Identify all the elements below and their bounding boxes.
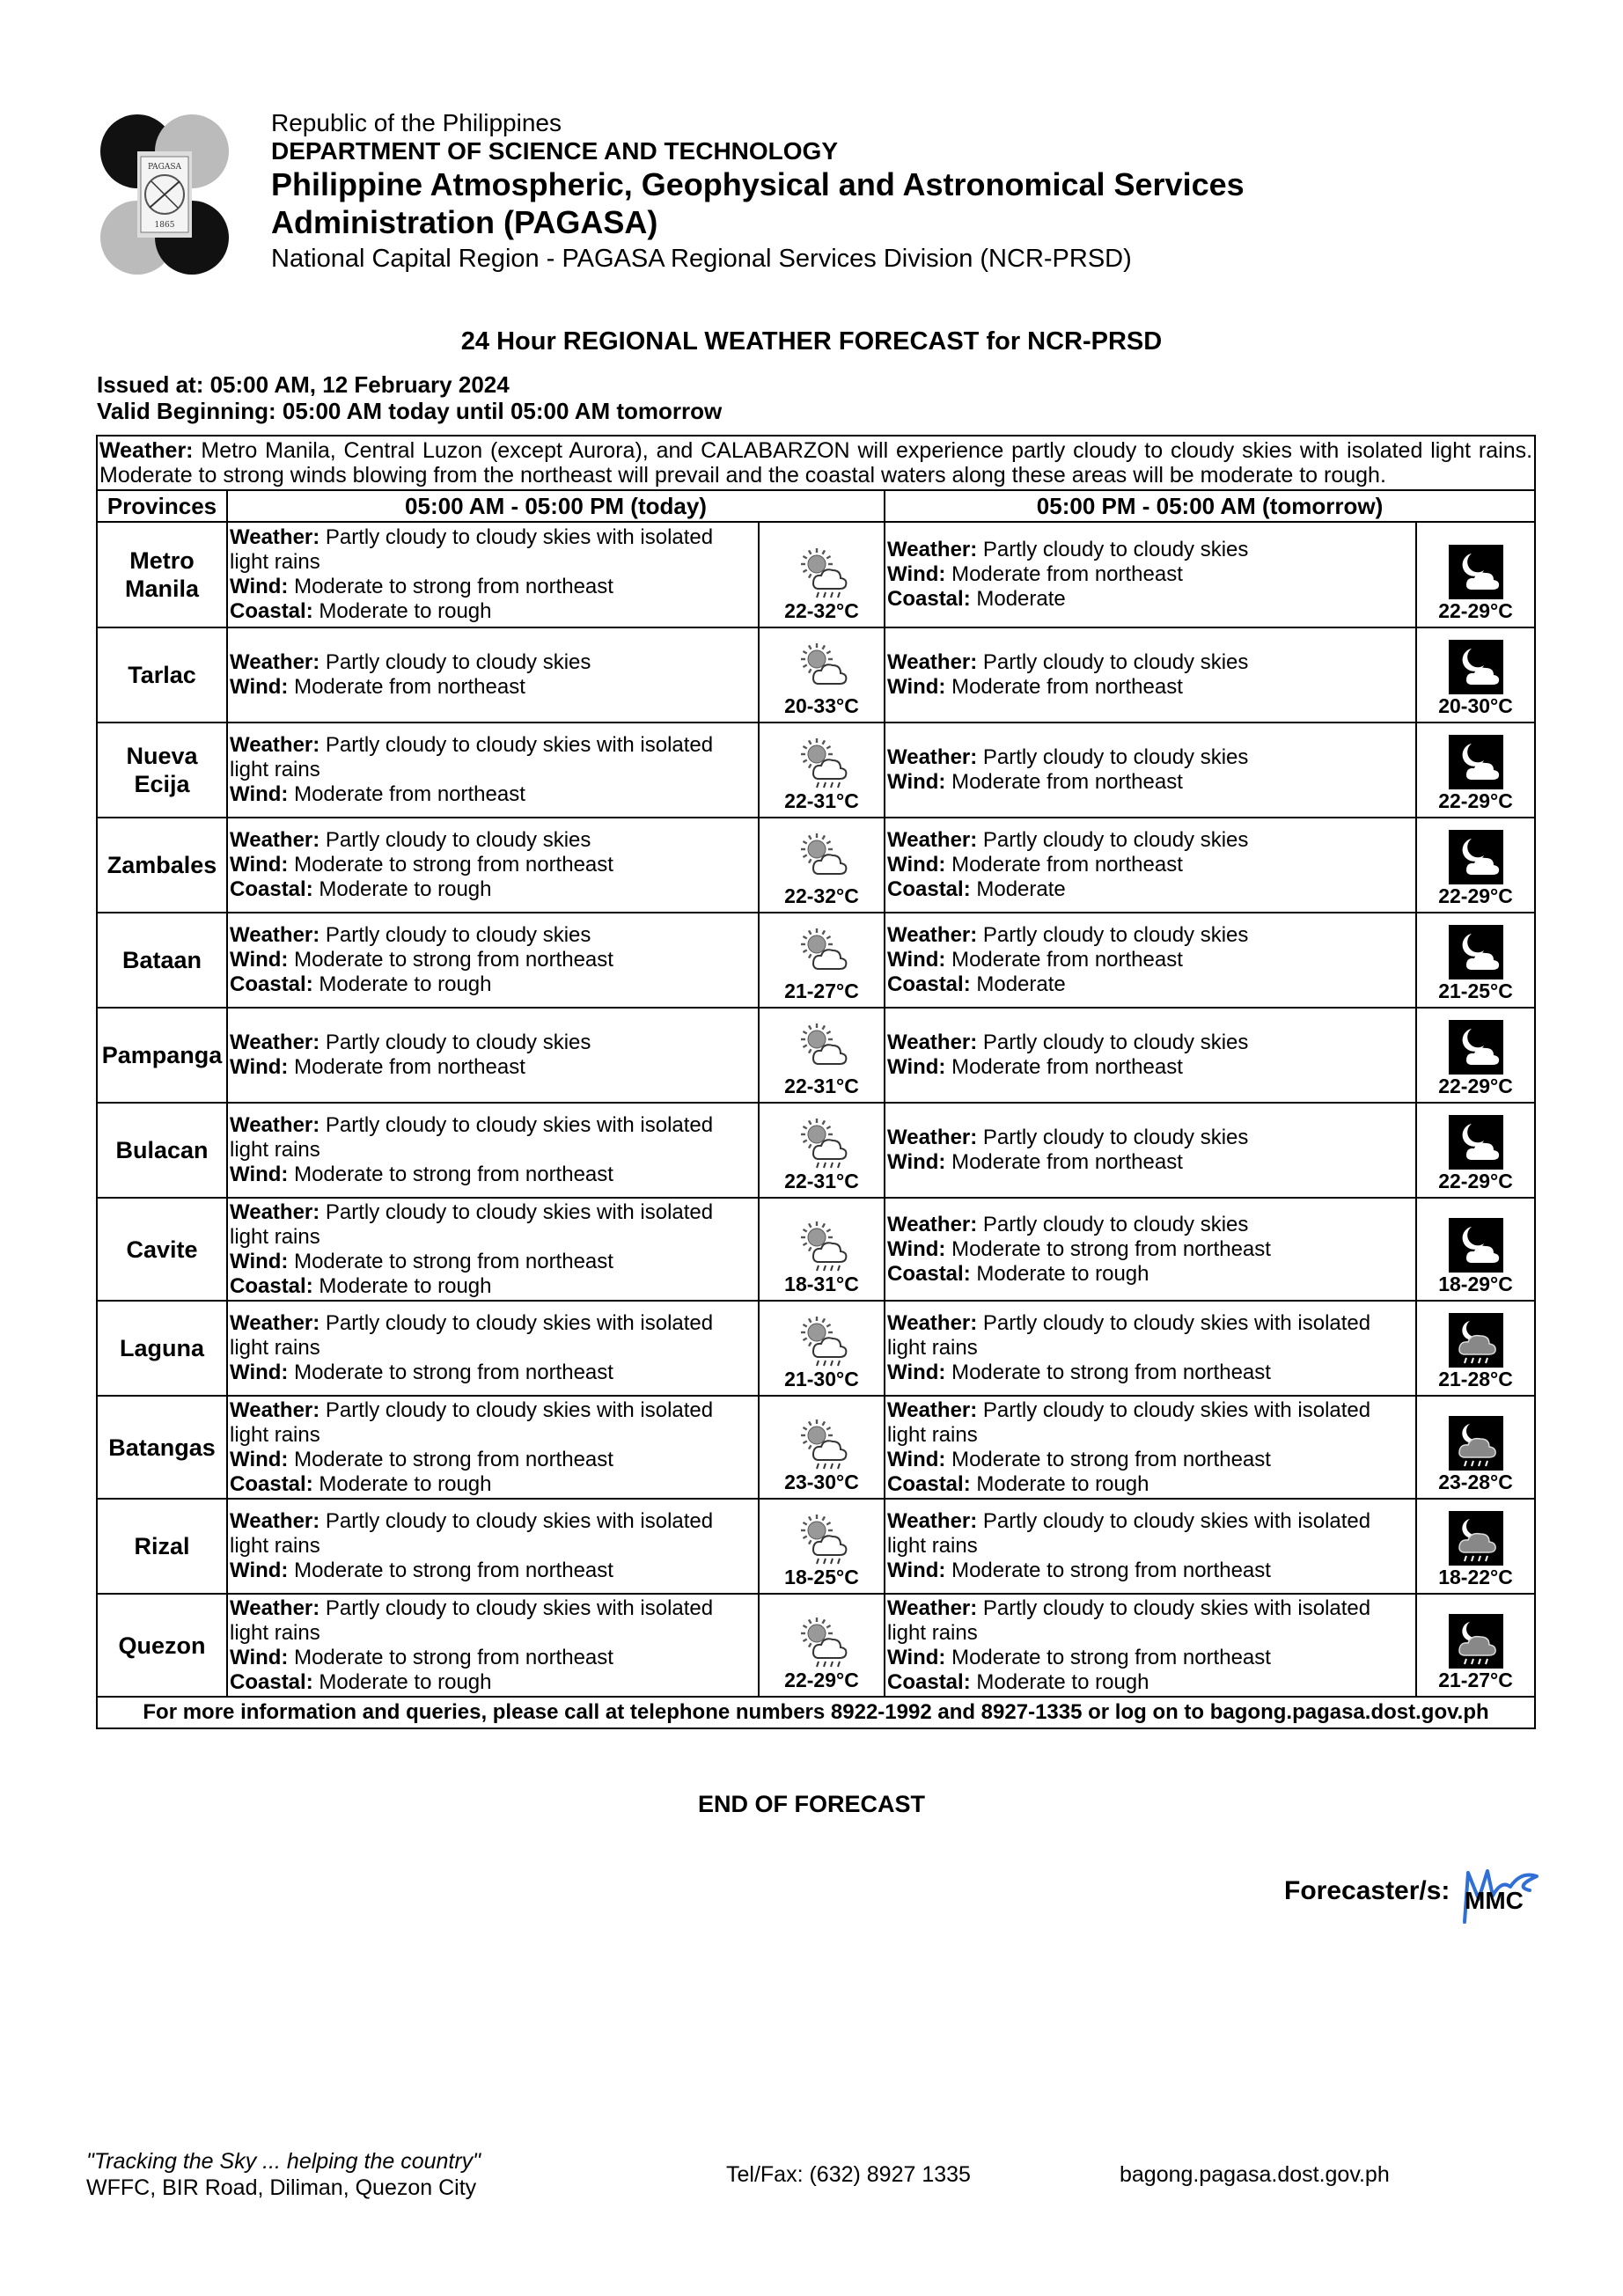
day-coastal-text: Moderate to rough	[312, 1471, 492, 1496]
forecast-title: 24 Hour REGIONAL WEATHER FORECAST for NCR-PRSD	[460, 327, 1163, 356]
day-forecast	[227, 1103, 759, 1198]
footer-address: WFFC, BIR Road, Diliman, Quezon City	[86, 2175, 477, 2200]
night-wind-text: Moderate from northeast	[945, 1150, 1183, 1174]
header-provinces: Provinces	[97, 490, 227, 522]
day-coastal-text: Moderate to rough	[312, 1669, 492, 1694]
night-weather-text: Partly cloudy to cloudy skies	[977, 745, 1249, 769]
partly-cloudy-night-icon	[1417, 830, 1534, 884]
night-weather-text: Partly cloudy to cloudy skies	[977, 828, 1249, 852]
day-weather-text: light rains	[230, 1224, 320, 1249]
partly-cloudy-rain-day-icon	[760, 1616, 884, 1669]
partly-cloudy-rain-night-icon	[1417, 1511, 1534, 1566]
day-coastal-text: Moderate to rough	[312, 1273, 492, 1298]
day-temperature: 22-32°C	[784, 599, 859, 622]
coastal-label: Coastal:	[887, 972, 971, 996]
partly-cloudy-rain-day-icon	[760, 546, 884, 599]
header-republic: Republic of the Philippines	[271, 109, 562, 136]
day-temperature: 22-29°C	[784, 1669, 859, 1691]
day-icon-cell	[759, 522, 885, 627]
day-wind-text: Moderate from northeast	[288, 1055, 525, 1079]
weather-label: Weather:	[887, 1126, 978, 1149]
day-forecast	[227, 627, 759, 723]
day-forecast	[227, 522, 759, 627]
table-row	[97, 1008, 1535, 1103]
day-weather-text: light rains	[230, 1422, 320, 1447]
night-wind-text: Moderate to strong from northeast	[945, 1645, 1271, 1669]
day-weather-text: Partly cloudy to cloudy skies with isolated	[319, 733, 714, 757]
night-forecast	[885, 1499, 1416, 1594]
night-temperature: 21-28°C	[1438, 1368, 1513, 1390]
table-row	[97, 818, 1535, 913]
night-temperature: 21-25°C	[1438, 979, 1513, 1002]
province-name-line: Laguna	[119, 1335, 204, 1361]
night-icon-cell	[1416, 1396, 1535, 1499]
day-temperature: 18-25°C	[784, 1566, 859, 1588]
day-weather-text: Partly cloudy to cloudy skies with isolated	[319, 1199, 714, 1224]
header-agency-line2: Administration (PAGASA)	[271, 204, 658, 240]
night-wind-text: Moderate from northeast	[945, 770, 1183, 794]
night-wind-text: Moderate from northeast	[945, 1055, 1183, 1079]
night-temperature: 22-29°C	[1438, 1170, 1513, 1192]
night-weather-text: Partly cloudy to cloudy skies with isolated	[977, 1595, 1371, 1620]
partly-cloudy-rain-day-icon	[760, 1513, 884, 1566]
wind-label: Wind:	[230, 1055, 289, 1079]
province-name-line: Ecija	[134, 771, 190, 797]
footer-motto: "Tracking the Sky ... helping the country"	[86, 2149, 481, 2174]
day-icon-cell	[759, 1594, 885, 1697]
table-row	[97, 913, 1535, 1008]
partly-cloudy-rain-night-icon	[1417, 1313, 1534, 1368]
night-forecast	[885, 723, 1416, 818]
province-name	[97, 723, 227, 818]
wind-label: Wind:	[887, 675, 946, 699]
province-name-line: Nueva	[126, 743, 198, 769]
coastal-label: Coastal:	[887, 1261, 971, 1286]
weather-label: Weather:	[230, 1397, 320, 1422]
province-name-line: Batangas	[108, 1434, 216, 1461]
day-forecast	[227, 1301, 759, 1396]
province-name-line: Tarlac	[128, 662, 196, 688]
night-weather-text: light rains	[887, 1534, 978, 1558]
night-forecast	[885, 1396, 1416, 1499]
day-wind-text: Moderate to strong from northeast	[288, 1645, 613, 1669]
day-weather-text: Partly cloudy to cloudy skies	[319, 650, 591, 674]
night-icon-cell	[1416, 1008, 1535, 1103]
night-weather-text: Partly cloudy to cloudy skies with isolated	[977, 1311, 1371, 1335]
day-icon-cell	[759, 1301, 885, 1396]
weather-label: Weather:	[887, 1031, 978, 1054]
night-icon-cell	[1416, 1198, 1535, 1301]
coastal-label: Coastal:	[887, 1471, 971, 1496]
day-weather-text: Partly cloudy to cloudy skies	[319, 923, 591, 947]
night-wind-text: Moderate from northeast	[945, 948, 1183, 972]
table-header-row	[97, 490, 1535, 522]
day-wind-text: Moderate to strong from northeast	[288, 1447, 613, 1471]
province-name	[97, 1301, 227, 1396]
day-icon-cell	[759, 818, 885, 913]
wind-label: Wind:	[230, 675, 289, 699]
night-weather-text: Partly cloudy to cloudy skies	[977, 1126, 1249, 1149]
wind-label: Wind:	[230, 1361, 289, 1384]
coastal-label: Coastal:	[230, 1471, 313, 1496]
province-name	[97, 913, 227, 1008]
day-temperature: 22-31°C	[784, 789, 859, 812]
night-weather-text: Partly cloudy to cloudy skies	[977, 1212, 1249, 1236]
province-name-line: Bataan	[121, 947, 202, 973]
day-forecast	[227, 818, 759, 913]
coastal-label: Coastal:	[230, 972, 313, 996]
day-forecast	[227, 913, 759, 1008]
province-name-line: Manila	[124, 576, 200, 602]
weather-label: Weather:	[887, 1212, 978, 1236]
night-icon-cell	[1416, 627, 1535, 723]
night-forecast	[885, 627, 1416, 723]
weather-label: Weather:	[887, 1509, 978, 1533]
weather-label: Weather:	[887, 1397, 978, 1422]
weather-label: Weather:	[230, 1031, 320, 1054]
weather-summary-label: Weather:	[99, 438, 194, 463]
day-wind-text: Moderate to strong from northeast	[288, 1361, 613, 1384]
night-temperature: 21-27°C	[1438, 1669, 1513, 1691]
logo-text: PAGASA	[147, 163, 182, 172]
night-coastal-text: Moderate	[970, 587, 1066, 611]
day-weather-text: light rains	[230, 550, 320, 574]
coastal-label: Coastal:	[230, 877, 313, 901]
wind-label: Wind:	[887, 1236, 946, 1261]
night-forecast	[885, 1594, 1416, 1697]
coastal-label: Coastal:	[230, 599, 313, 623]
day-wind-text: Moderate to strong from northeast	[288, 575, 613, 598]
day-wind-text: Moderate to strong from northeast	[288, 948, 613, 972]
partly-cloudy-night-icon	[1417, 545, 1534, 599]
weather-summary-row	[97, 436, 1535, 490]
partly-cloudy-rain-day-icon	[760, 1220, 884, 1273]
weather-label: Weather:	[887, 1595, 978, 1620]
weather-label: Weather:	[887, 923, 978, 947]
header-department: DEPARTMENT OF SCIENCE AND TECHNOLOGY	[271, 137, 839, 165]
weather-summary-text: Metro Manila, Central Luzon (except Aurora), and CALABARZON will experience partly cloudy to cloudy skies with isolated light rains. Moderate to strong winds blowing from the northeast will prevail and the coastal waters along these areas will be moderate to rough.	[99, 438, 1533, 488]
logo-year: 1865	[154, 221, 175, 230]
wind-label: Wind:	[230, 1559, 289, 1582]
day-weather-text: light rains	[230, 758, 320, 781]
partly-cloudy-day-icon	[760, 832, 884, 884]
footer-website: bagong.pagasa.dost.gov.ph	[1120, 2162, 1390, 2187]
wind-label: Wind:	[230, 575, 289, 598]
day-weather-text: Partly cloudy to cloudy skies with isolated	[319, 1595, 714, 1620]
forecaster-initials: MMC	[1465, 1887, 1524, 1914]
weather-label: Weather:	[230, 1311, 320, 1335]
day-temperature: 21-27°C	[784, 979, 859, 1002]
province-name	[97, 1198, 227, 1301]
day-weather-text: light rains	[230, 1138, 320, 1162]
night-weather-text: light rains	[887, 1336, 978, 1360]
table-row	[97, 1103, 1535, 1198]
weather-label: Weather:	[887, 650, 978, 674]
table-row	[97, 1396, 1535, 1499]
day-icon-cell	[759, 1008, 885, 1103]
night-temperature: 18-29°C	[1438, 1273, 1513, 1295]
night-weather-text: Partly cloudy to cloudy skies	[977, 1031, 1249, 1054]
province-name-line: Rizal	[134, 1533, 190, 1559]
weather-label: Weather:	[230, 1199, 320, 1224]
weather-summary	[97, 436, 1535, 490]
wind-label: Wind:	[230, 948, 289, 972]
day-wind-text: Moderate from northeast	[288, 782, 525, 806]
province-name-line: Metro	[129, 547, 195, 574]
coastal-label: Coastal:	[887, 877, 971, 901]
footer-telfax: Tel/Fax: (632) 8927 1335	[726, 2162, 971, 2187]
night-weather-text: light rains	[887, 1422, 978, 1447]
wind-label: Wind:	[887, 1361, 946, 1384]
header-agency-line1: Philippine Atmospheric, Geophysical and Astronomical Services	[271, 166, 1245, 202]
wind-label: Wind:	[887, 1645, 946, 1669]
day-wind-text: Moderate to strong from northeast	[288, 1163, 613, 1186]
day-temperature: 23-30°C	[784, 1471, 859, 1493]
day-wind-text: Moderate to strong from northeast	[288, 1559, 613, 1582]
table-row	[97, 1301, 1535, 1396]
night-coastal-text: Moderate to rough	[970, 1669, 1149, 1694]
day-forecast	[227, 1594, 759, 1697]
partly-cloudy-night-icon	[1417, 1218, 1534, 1273]
weather-label: Weather:	[887, 538, 978, 561]
weather-label: Weather:	[887, 1311, 978, 1335]
forecast-table	[96, 435, 1536, 1729]
partly-cloudy-night-icon	[1417, 1115, 1534, 1170]
pagasa-logo	[99, 111, 231, 278]
night-temperature: 23-28°C	[1438, 1471, 1513, 1493]
partly-cloudy-rain-day-icon	[760, 1418, 884, 1471]
night-forecast	[885, 1198, 1416, 1301]
day-forecast	[227, 1499, 759, 1594]
weather-label: Weather:	[230, 828, 320, 852]
night-icon-cell	[1416, 522, 1535, 627]
day-weather-text: Partly cloudy to cloudy skies with isolated	[319, 525, 714, 549]
valid-beginning: Valid Beginning: 05:00 AM today until 05:00 AM tomorrow	[97, 398, 723, 424]
header-division: National Capital Region - PAGASA Regional Services Division (NCR-PRSD)	[271, 245, 1132, 273]
day-temperature: 22-32°C	[784, 884, 859, 907]
day-weather-text: light rains	[230, 1534, 320, 1558]
table-row	[97, 522, 1535, 627]
weather-label: Weather:	[887, 745, 978, 769]
day-weather-text: light rains	[230, 1620, 320, 1645]
day-temperature: 18-31°C	[784, 1273, 859, 1295]
wind-label: Wind:	[887, 1447, 946, 1471]
day-temperature: 22-31°C	[784, 1170, 859, 1192]
table-row	[97, 1198, 1535, 1301]
night-forecast	[885, 1008, 1416, 1103]
wind-label: Wind:	[887, 1559, 946, 1582]
table-footer: For more information and queries, please call at telephone numbers 8922-1992 and 8927-1335 or log on to bagong.pagasa.dost.gov.ph	[97, 1697, 1535, 1728]
table-footer-row	[97, 1697, 1535, 1728]
night-icon-cell	[1416, 1499, 1535, 1594]
coastal-label: Coastal:	[230, 1273, 313, 1298]
day-forecast	[227, 723, 759, 818]
table-row	[97, 627, 1535, 723]
wind-label: Wind:	[230, 782, 289, 806]
night-wind-text: Moderate to strong from northeast	[945, 1447, 1271, 1471]
partly-cloudy-night-icon	[1417, 640, 1534, 694]
day-weather-text: Partly cloudy to cloudy skies with isolated	[319, 1113, 714, 1137]
night-weather-text: light rains	[887, 1620, 978, 1645]
night-weather-text: Partly cloudy to cloudy skies	[977, 538, 1249, 561]
night-forecast	[885, 818, 1416, 913]
day-coastal-text: Moderate to rough	[312, 972, 492, 996]
day-forecast	[227, 1396, 759, 1499]
partly-cloudy-rain-night-icon	[1417, 1416, 1534, 1471]
province-name	[97, 1103, 227, 1198]
day-coastal-text: Moderate to rough	[312, 877, 492, 901]
night-icon-cell	[1416, 1301, 1535, 1396]
day-wind-text: Moderate to strong from northeast	[288, 1249, 613, 1273]
coastal-label: Coastal:	[887, 1669, 971, 1694]
wind-label: Wind:	[230, 1645, 289, 1669]
night-wind-text: Moderate from northeast	[945, 675, 1183, 699]
day-icon-cell	[759, 627, 885, 723]
night-wind-text: Moderate from northeast	[945, 562, 1183, 586]
day-temperature: 20-33°C	[784, 694, 859, 717]
end-of-forecast: END OF FORECAST	[697, 1791, 925, 1817]
wind-label: Wind:	[230, 853, 289, 877]
night-wind-text: Moderate from northeast	[945, 853, 1183, 877]
province-name	[97, 627, 227, 723]
province-name	[97, 522, 227, 627]
night-coastal-text: Moderate	[970, 877, 1066, 901]
night-temperature: 22-29°C	[1438, 789, 1513, 812]
day-icon-cell	[759, 1103, 885, 1198]
night-icon-cell	[1416, 913, 1535, 1008]
day-wind-text: Moderate to strong from northeast	[288, 853, 613, 877]
day-icon-cell	[759, 913, 885, 1008]
partly-cloudy-rain-day-icon	[760, 1315, 884, 1368]
night-icon-cell	[1416, 818, 1535, 913]
weather-label: Weather:	[887, 828, 978, 852]
wind-label: Wind:	[887, 853, 946, 877]
partly-cloudy-rain-night-icon	[1417, 1614, 1534, 1669]
day-weather-text: Partly cloudy to cloudy skies	[319, 828, 591, 852]
province-name-line: Pampanga	[101, 1042, 223, 1068]
day-icon-cell	[759, 1499, 885, 1594]
table-row	[97, 723, 1535, 818]
province-name-line: Bulacan	[115, 1137, 209, 1163]
night-temperature: 22-29°C	[1438, 1075, 1513, 1097]
partly-cloudy-night-icon	[1417, 1020, 1534, 1075]
day-weather-text: Partly cloudy to cloudy skies with isolated	[319, 1397, 714, 1422]
night-weather-text: Partly cloudy to cloudy skies	[977, 923, 1249, 947]
day-temperature: 22-31°C	[784, 1075, 859, 1097]
day-weather-text: Partly cloudy to cloudy skies with isolated	[319, 1509, 714, 1533]
coastal-label: Coastal:	[230, 1669, 313, 1694]
day-forecast	[227, 1008, 759, 1103]
night-icon-cell	[1416, 723, 1535, 818]
night-coastal-text: Moderate to rough	[970, 1471, 1149, 1496]
night-wind-text: Moderate to strong from northeast	[945, 1361, 1271, 1384]
night-forecast	[885, 1103, 1416, 1198]
wind-label: Wind:	[230, 1163, 289, 1186]
night-weather-text: Partly cloudy to cloudy skies with isolated	[977, 1509, 1371, 1533]
night-temperature: 22-29°C	[1438, 599, 1513, 622]
night-weather-text: Partly cloudy to cloudy skies with isolated	[977, 1397, 1371, 1422]
header-period-today: 05:00 AM - 05:00 PM (today)	[227, 490, 885, 522]
night-forecast	[885, 913, 1416, 1008]
province-name-line: Cavite	[126, 1236, 198, 1263]
night-wind-text: Moderate to strong from northeast	[945, 1236, 1271, 1261]
day-icon-cell	[759, 1198, 885, 1301]
partly-cloudy-rain-day-icon	[760, 1117, 884, 1170]
province-name	[97, 1499, 227, 1594]
issued-at: Issued at: 05:00 AM, 12 February 2024	[97, 371, 510, 398]
day-weather-text: Partly cloudy to cloudy skies with isolated	[319, 1311, 714, 1335]
day-temperature: 21-30°C	[784, 1368, 859, 1390]
night-coastal-text: Moderate	[970, 972, 1066, 996]
province-name	[97, 1396, 227, 1499]
province-name	[97, 1008, 227, 1103]
table-row	[97, 1594, 1535, 1697]
header-period-tomorrow: 05:00 PM - 05:00 AM (tomorrow)	[885, 490, 1535, 522]
night-wind-text: Moderate to strong from northeast	[945, 1559, 1271, 1582]
header	[271, 109, 1245, 276]
wind-label: Wind:	[887, 1150, 946, 1174]
night-icon-cell	[1416, 1594, 1535, 1697]
province-name	[97, 1594, 227, 1697]
night-temperature: 18-22°C	[1438, 1566, 1513, 1588]
weather-label: Weather:	[230, 923, 320, 947]
partly-cloudy-night-icon	[1417, 925, 1534, 979]
day-icon-cell	[759, 1396, 885, 1499]
wind-label: Wind:	[887, 1055, 946, 1079]
partly-cloudy-night-icon	[1417, 735, 1534, 789]
night-temperature: 20-30°C	[1438, 694, 1513, 717]
weather-label: Weather:	[230, 650, 320, 674]
wind-label: Wind:	[230, 1249, 289, 1273]
day-weather-text: light rains	[230, 1336, 320, 1360]
partly-cloudy-day-icon	[760, 1022, 884, 1075]
partly-cloudy-day-icon	[760, 927, 884, 979]
weather-label: Weather:	[230, 1595, 320, 1620]
weather-label: Weather:	[230, 525, 320, 549]
day-forecast	[227, 1198, 759, 1301]
night-weather-text: Partly cloudy to cloudy skies	[977, 650, 1249, 674]
province-name	[97, 818, 227, 913]
table-row	[97, 1499, 1535, 1594]
province-name-line: Quezon	[118, 1632, 206, 1659]
night-icon-cell	[1416, 1103, 1535, 1198]
wind-label: Wind:	[887, 948, 946, 972]
weather-label: Weather:	[230, 1509, 320, 1533]
weather-label: Weather:	[230, 733, 320, 757]
partly-cloudy-day-icon	[760, 642, 884, 694]
coastal-label: Coastal:	[887, 587, 971, 611]
wind-label: Wind:	[230, 1447, 289, 1471]
wind-label: Wind:	[887, 770, 946, 794]
night-temperature: 22-29°C	[1438, 884, 1513, 907]
partly-cloudy-rain-day-icon	[760, 737, 884, 789]
forecaster-label: Forecaster/s:	[1284, 1876, 1450, 1905]
night-forecast	[885, 1301, 1416, 1396]
day-icon-cell	[759, 723, 885, 818]
night-coastal-text: Moderate to rough	[970, 1261, 1149, 1286]
province-name-line: Zambales	[106, 852, 217, 878]
day-weather-text: Partly cloudy to cloudy skies	[319, 1031, 591, 1054]
night-forecast	[885, 522, 1416, 627]
wind-label: Wind:	[887, 562, 946, 586]
day-wind-text: Moderate from northeast	[288, 675, 525, 699]
weather-label: Weather:	[230, 1113, 320, 1137]
day-coastal-text: Moderate to rough	[312, 599, 492, 623]
